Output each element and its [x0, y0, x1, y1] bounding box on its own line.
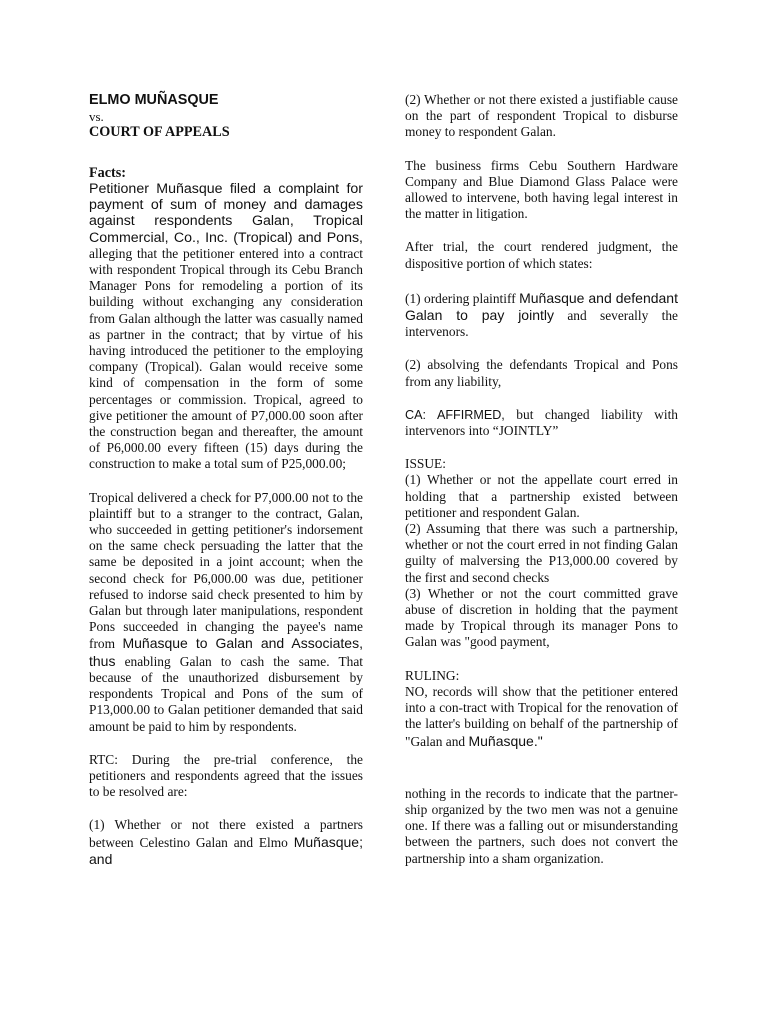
judgment-item-1-a: (1) ordering plaintiff: [405, 290, 520, 306]
judgment-intro: After trial, the court rendered judgment, the dispositive portion of which states:: [405, 239, 678, 271]
respondent-name: COURT OF APPEALS: [89, 124, 230, 140]
facts-paragraph-2-c: enabling Galan to cash the same. That because of the unauthorized disbursement by respondents Tropical and Pons of the sum of P13,000.00 to Galan petitioner demanded that said amount be paid to him by respondents.: [89, 653, 363, 734]
issue-1: (1) Whether or not the appellate court erred in holding that a partnership existed between petitioner and respondent Galan.: [405, 472, 678, 520]
ruling-paragraph-2: nothing in the records to indicate that the partner-ship organized by the two men was not a genuine one. If there was a falling out or misunderstanding between the partners, such does not convert the partnership into a sham organization.: [405, 785, 678, 866]
judgment-item-1-c: and severally the intervenors.: [405, 308, 678, 340]
ruling-paragraph-1: [405, 684, 678, 750]
facts-paragraph-1-lead: Petitioner Muñasque filed a complaint for payment of sum of money and damages against respondents Galan, Tropical Commercial, Co., Inc. (Tropical) and Pons,: [89, 181, 363, 246]
facts-paragraph-1: [89, 181, 363, 473]
ruling-heading: RULING:: [405, 667, 460, 683]
facts-paragraph-2-b: Muñasque to Galan and Associates, thus: [89, 635, 363, 669]
ruling-paragraph-1-b: Muñasque.": [468, 732, 543, 749]
issue-2: (2) Assuming that there was such a partnership, whether or not the court erred in not finding Galan guilty of malversing the P13,000.00 covered by the first and second checks: [405, 521, 678, 585]
judgment-item-1-b: Muñasque and defendant Galan to pay jointly: [405, 289, 678, 324]
issue-3: (3) Whether or not the court committed grave abuse of discretion in holding that the payment made by Tropical through its manager Pons to Galan was "good payment,: [405, 585, 678, 650]
judgment-item-2: (2) absolving the defendants Tropical and Pons from any liability,: [405, 357, 678, 389]
left-column: [89, 92, 363, 868]
facts-heading: Facts:: [89, 165, 127, 181]
ca-paragraph: [405, 407, 678, 439]
issue-heading: ISSUE:: [405, 456, 446, 472]
rtc-issue-1-b: Muñasque; and: [89, 833, 363, 867]
rtc-issue-2: (2) Whether or not there existed a justifiable cause on the part of respondent Tropical to disburse money to respondent Galan.: [405, 92, 678, 140]
facts-paragraph-2-a: Tropical delivered a check for P7,000.00 not to the plaintiff but to a stranger to the contract, Galan, who succeeded in getting petitioner's indorsement on the same check persuading the latter that the same be deposited in a joint account; when the second check for P6,000.00 was due, petitioner refused to indorse said check presented to him by Galan but through later manipulations, respondent Pons succeeded in changing the payee's name from: [89, 489, 363, 652]
ca-paragraph-rest: but changed liability with intervenors into “JOINTLY”: [405, 406, 678, 439]
right-column: [405, 92, 678, 867]
ca-paragraph-lead: CA: AFFIRMED,: [405, 407, 505, 422]
versus-label: vs.: [89, 109, 104, 124]
rtc-paragraph: RTC: During the pre-trial conference, the petitioners and respondents agreed that the issues to be resolved are:: [89, 751, 363, 800]
intervenors-paragraph: The business firms Cebu Southern Hardware Company and Blue Diamond Glass Palace were allowed to intervene, both having legal interest in the matter in litigation.: [405, 157, 678, 222]
facts-paragraph-2: [89, 490, 363, 735]
rtc-issue-1-a: (1) Whether or not there existed a partners between Celestino Galan and Elmo: [89, 817, 363, 850]
ruling-paragraph-1-a: NO, records will show that the petitioner entered into a con-tract with Tropical for the renovation of the latter's building on behalf of the partnership of "Galan and: [405, 683, 678, 749]
judgment-item-1: [405, 290, 678, 341]
petitioner-name: ELMO MUÑASQUE: [89, 92, 219, 108]
facts-paragraph-1-rest: alleging that the petitioner entered into a contract with respondent Tropical through its Cebu Branch Manager Pons for remodeling a portion of its building without exchanging any consideration from Galan although the latter was casually named as partner in the contract; that by virtue of his having introduced the petitioner to the employing company (Tropical). Galan would receive some kind of compensation in the form of some percentages or commission. Tropical, agreed to give petitioner the amount of P7,000.00 soon after the construction began and thereafter, the amount of P6,000.00 every fifteen (15) days during the construction to make a total sum of P25,000.00;: [89, 245, 363, 472]
rtc-issue-1: [89, 817, 363, 868]
